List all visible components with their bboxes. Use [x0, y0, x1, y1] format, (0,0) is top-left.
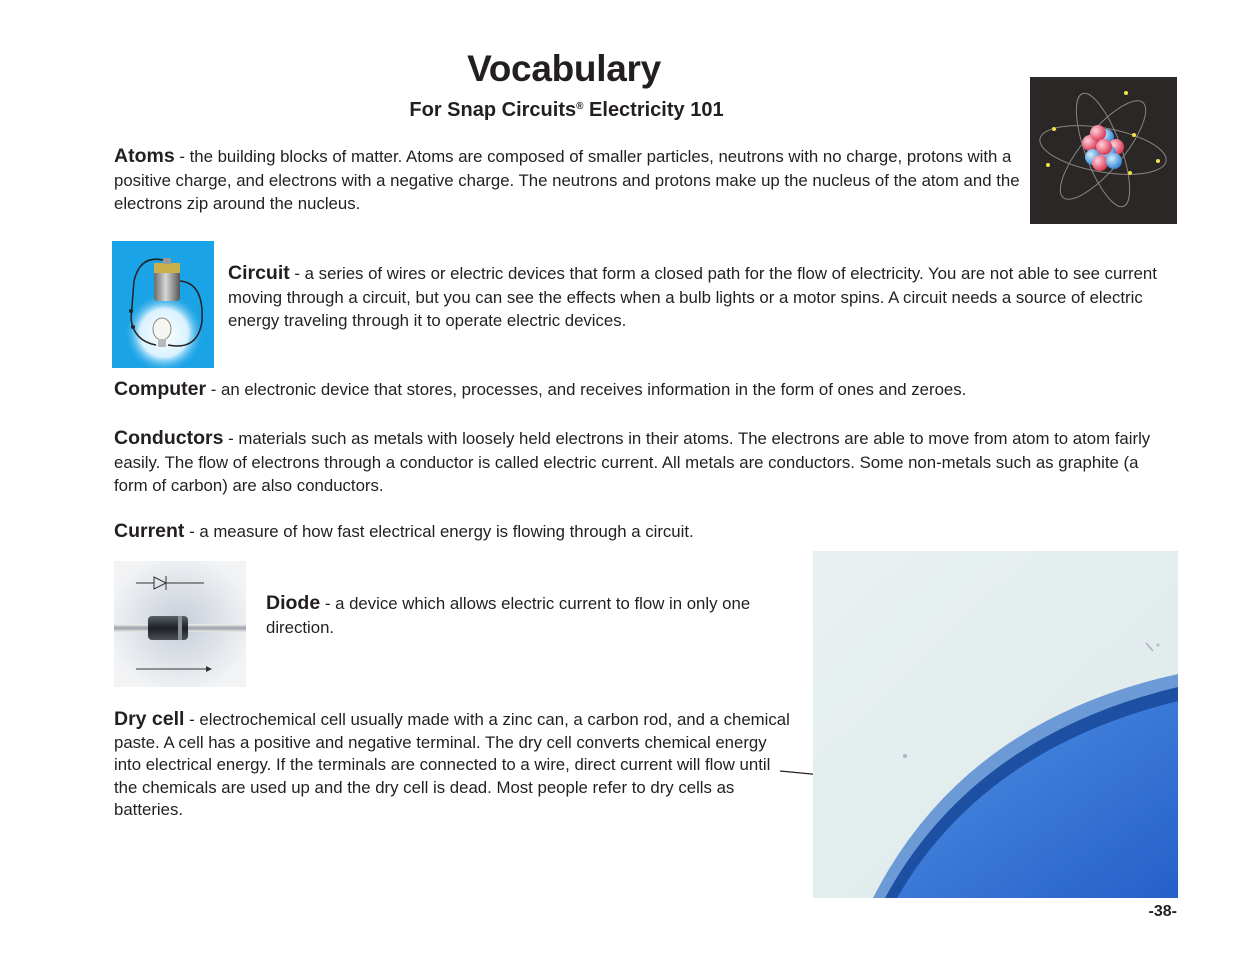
entry-current: [114, 520, 1174, 544]
entry-diode: [266, 592, 791, 639]
definition-conductors: - materials such as metals with loosely held electrons in their atoms. The electrons are able to move from atom to atom fairly easily. The flow of electrons through a conductor is called electric current. All metals are conductors. Some non-metals such as graphite (a form of carbon) are also conductors.: [114, 429, 1151, 495]
page-subtitle: [0, 99, 1133, 122]
term-dry-cell: Dry cell: [114, 708, 185, 730]
definition-current: - a measure of how fast electrical energy is flowing through a circuit.: [184, 522, 694, 541]
diode-photo: [114, 561, 246, 687]
term-conductors: Conductors: [114, 427, 224, 449]
atom-illustration: [1030, 77, 1177, 224]
circuit-illustration: [112, 241, 214, 368]
term-circuit: Circuit: [228, 262, 290, 284]
definition-diode: - a device which allows electric current to flow in only one direction.: [266, 594, 751, 637]
atom-icon: [1030, 77, 1177, 224]
page-number: -38-: [1148, 903, 1177, 920]
diode-icon: [114, 561, 246, 687]
entry-computer: [114, 378, 1174, 402]
definition-atoms: - the building blocks of matter. Atoms are composed of smaller particles, neutrons with no charge, protons with a positive charge, and electrons with a negative charge. The neutrons and protons make up the nucleus of the atom and the electrons zip around the nucleus.: [114, 147, 1020, 213]
term-diode: Diode: [266, 592, 321, 614]
entry-circuit: [228, 262, 1173, 333]
page-title: Vocabulary: [467, 48, 661, 89]
entry-dry-cell: [114, 708, 794, 822]
definition-computer: - an electronic device that stores, processes, and receives information in the form of ones and zeroes.: [206, 380, 967, 399]
term-computer: Computer: [114, 378, 207, 400]
circuit-icon: [112, 241, 214, 368]
dry-cell-photo: [813, 551, 1178, 898]
definition-dry-cell: - electrochemical cell usually made with a zinc can, a carbon rod, and a chemical paste. A cell has a positive and negative terminal. The dry cell converts chemical energy into electrical energy. If the terminals are connected to a wire, direct current will flow until the chemicals are used up and the dry cell is dead. Most people refer to dry cells as batteries.: [114, 710, 790, 819]
term-current: Current: [114, 520, 185, 542]
dry-cell-closeup-icon: [813, 551, 1178, 898]
definition-circuit: - a series of wires or electric devices that form a closed path for the flow of electricity. You are not able to see current moving through a circuit, but you can see the effects when a bulb lights or a motor spins. A circuit needs a source of electric energy traveling through it to operate electric devices.: [228, 264, 1157, 330]
entry-conductors: [114, 427, 1174, 498]
registered-mark: ®: [576, 101, 584, 112]
subtitle-prefix: For Snap Circuits: [409, 99, 577, 121]
entry-atoms: [114, 145, 1024, 216]
subtitle-suffix: Electricity 101: [583, 99, 724, 121]
term-atoms: Atoms: [114, 145, 175, 167]
